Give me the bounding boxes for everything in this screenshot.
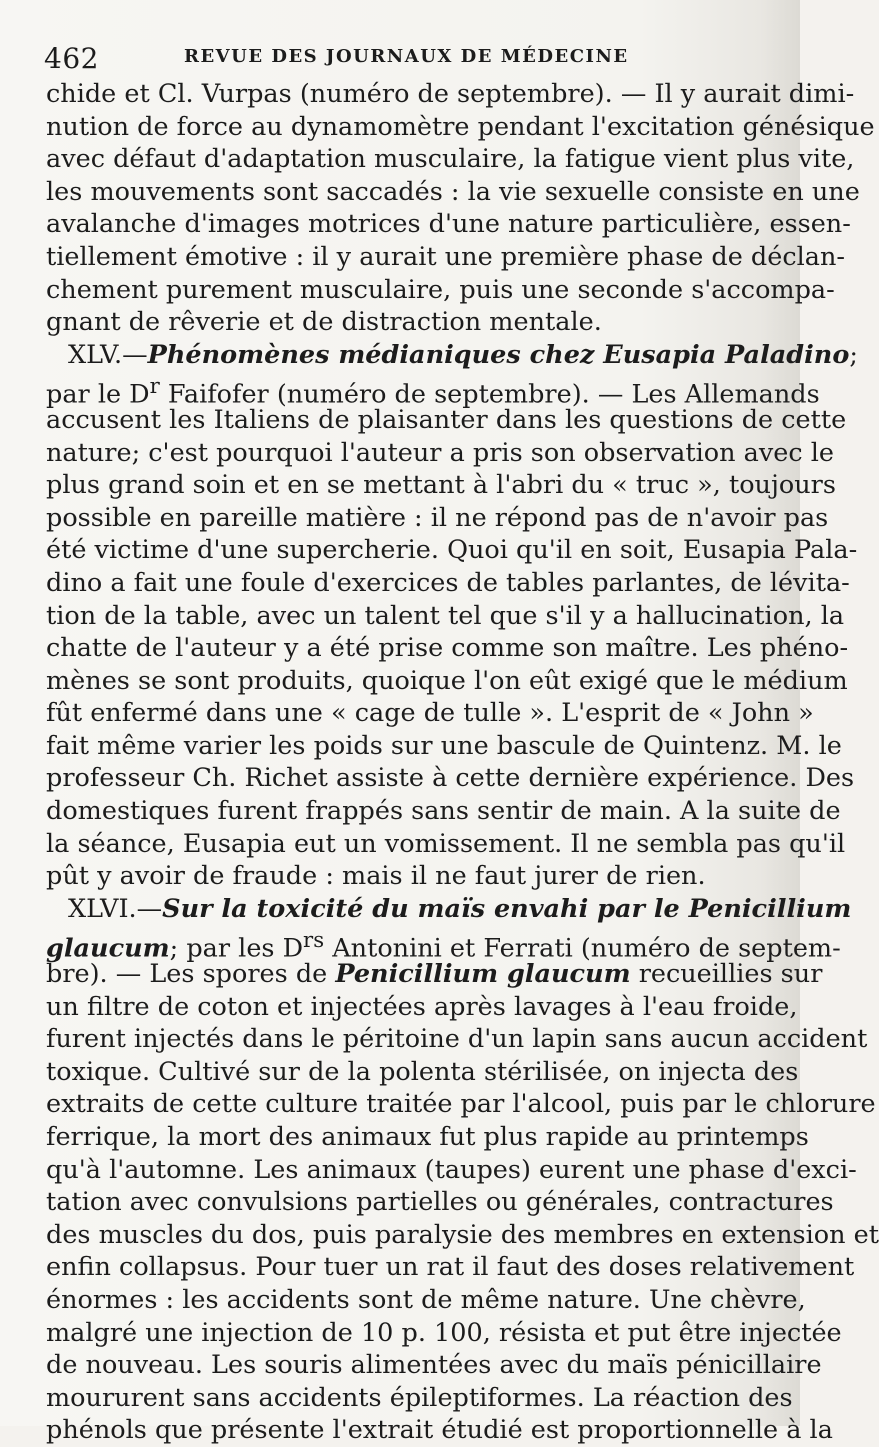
section-title: Phénomènes médianiques chez Eusapia Paladino: [147, 339, 850, 370]
section-title: Sur la toxicité du maïs envahi par le Penicillium: [162, 893, 852, 924]
text-line: tation avec convulsions partielles ou générales, contractures: [46, 1187, 834, 1218]
page-number: 462: [44, 42, 99, 75]
text-line: possible en pareille matière : il ne répond pas de n'avoir pas: [46, 502, 829, 533]
text-line: domestiques furent frappés sans sentir de main. A la suite de: [46, 796, 841, 827]
text-line: mènes se sont produits, quoique l'on eût exigé que le médium: [46, 665, 848, 696]
text-line: pût y avoir de fraude : mais il ne faut jurer de rien.: [46, 861, 706, 892]
text-line: phénols que présente l'extrait étudié est proportionnelle à la: [46, 1415, 833, 1446]
text-line: tiellement émotive : il y aurait une première phase de déclan-: [46, 241, 846, 272]
text-line: malgré une injection de 10 p. 100, résista et put être injectée: [46, 1317, 842, 1348]
text-line: les mouvements sont saccadés : la vie sexuelle consiste en une: [46, 176, 860, 207]
text-line: de nouveau. Les souris alimentées avec du maïs pénicillaire: [46, 1350, 822, 1381]
article-body: [46, 78, 879, 1447]
page-header: [44, 32, 764, 75]
text-line: dino a fait une foule d'exercices de tables parlantes, de lévita-: [46, 567, 850, 598]
text-line: avec défaut d'adaptation musculaire, la fatigue vient plus vite,: [46, 144, 855, 175]
text-line: qu'à l'automne. Les animaux (taupes) eurent une phase d'exci-: [46, 1154, 857, 1185]
text-line: nution de force au dynamomètre pendant l'excitation génésique: [46, 111, 875, 142]
text-line: ferrique, la mort des animaux fut plus rapide au printemps: [46, 1122, 809, 1152]
text-line: enfin collapsus. Pour tuer un rat il faut des doses relativement: [46, 1252, 855, 1283]
text-line: nature; c'est pourquoi l'auteur a pris son observation avec le: [46, 437, 834, 468]
text-line: toxique. Cultivé sur de la polenta stérilisée, on injecta des: [46, 1056, 799, 1087]
text-line: fait même varier les poids sur une bascule de Quintenz. M. le: [46, 730, 842, 761]
text-line: plus grand soin et en se mettant à l'abri du « truc », toujours: [46, 470, 836, 501]
text-line: avalanche d'images motrices d'une nature particulière, essen-: [46, 209, 851, 240]
text-line: été victime d'une supercherie. Quoi qu'il en soit, Eusapia Pala-: [46, 535, 858, 566]
text-line: chide et Cl. Vurpas (numéro de septembre). — Il y aurait dimi-: [46, 79, 855, 109]
text-line: tion de la table, avec un talent tel que s'il y a hallucination, la: [46, 600, 845, 631]
text-line: gnant de rêverie et de distraction mentale.: [46, 307, 602, 338]
text-line: chement purement musculaire, puis une seconde s'accompa-: [46, 274, 835, 305]
text-line: par le $D^r$ Faifofer (numéro de septembre). — Les Allemands: [46, 374, 820, 410]
text-line: furent injectés dans le péritoine d'un lapin sans aucun accident: [46, 1024, 868, 1055]
text-line: accusent les Italiens de plaisanter dans les questions de cette: [46, 404, 847, 435]
text-line: la séance, Eusapia eut un vomissement. Il ne sembla pas qu'il: [46, 828, 846, 859]
text-line: professeur Ch. Richet assiste à cette dernière expérience. Des: [46, 763, 855, 794]
text-line: moururent sans accidents épileptiformes. La réaction des: [46, 1382, 793, 1413]
text-line: chatte de l'auteur y a été prise comme son maître. Les phéno-: [46, 633, 849, 664]
section-heading-xlv: XLV.—Phénomènes médianiques chez Eusapia Paladino;: [68, 339, 858, 370]
text-line: fût enfermé dans une « cage de tulle ». L'esprit de « John »: [46, 698, 814, 729]
text-line: extraits de cette culture traitée par l'alcool, puis par le chlorure: [46, 1089, 876, 1120]
text-line: bre). — Les spores de Penicillium glaucum recueillies sur: [46, 959, 823, 990]
text-line: des muscles du dos, puis paralysie des membres en extension et: [46, 1219, 879, 1250]
text-line: énormes : les accidents sont de même nature. Une chèvre,: [46, 1284, 806, 1315]
text-line: un filtre de coton et injectées après lavages à l'eau froide,: [46, 991, 798, 1022]
text-line: glaucum; par les $D^{rs}$ Antonini et Ferrati (numéro de septem-: [46, 928, 841, 964]
section-heading-xlvi: XLVI.—Sur la toxicité du maïs envahi par le Penicillium: [68, 893, 852, 924]
running-head: REVUE DES JOURNAUX DE MÉDECINE: [184, 46, 629, 67]
